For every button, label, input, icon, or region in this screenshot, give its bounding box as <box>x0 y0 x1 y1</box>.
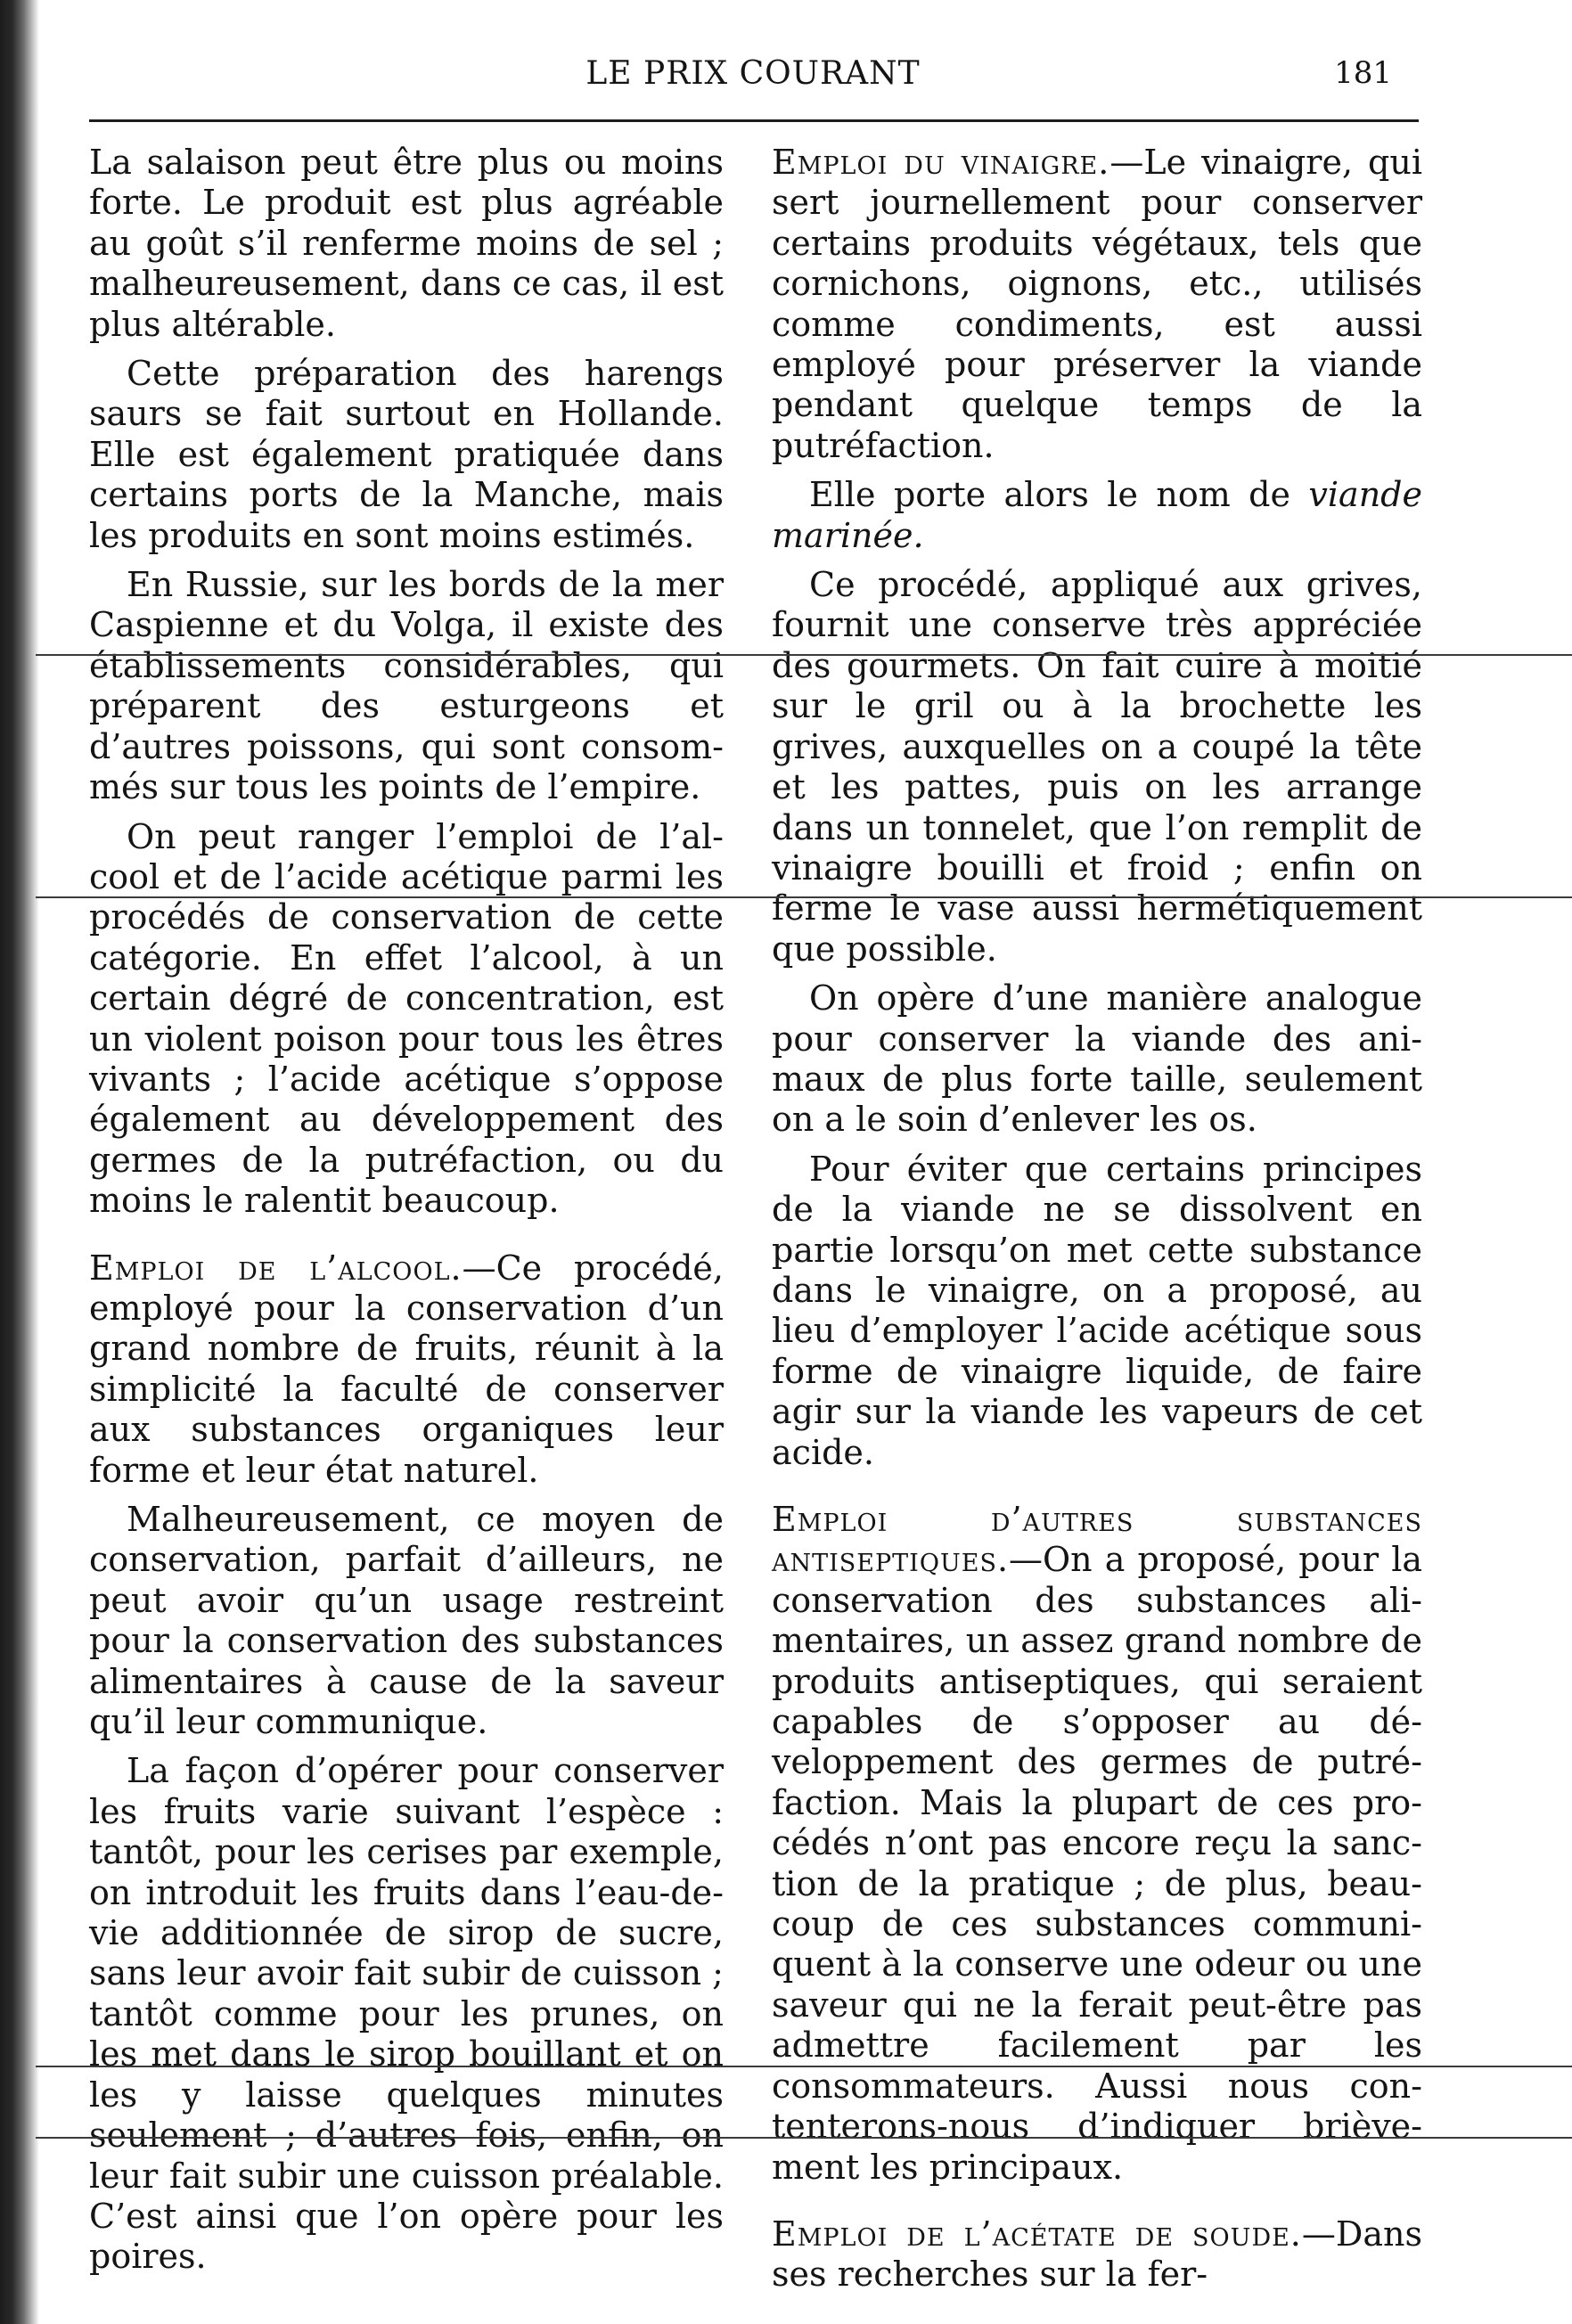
section-paragraph <box>772 2214 1422 2295</box>
section-text: —Dans ses recherches sur la fer- <box>772 2214 1422 2295</box>
scan-artifact-line <box>36 2066 1572 2067</box>
paragraph: On opère d’une manière analogue pour conserver la viande des animaux de plus forte taille, seulement on a le soin d’enlever les os. <box>772 978 1422 1140</box>
section-heading: Emploi de l’acétate de soude. <box>772 2214 1302 2254</box>
page-number: 181 <box>1334 55 1392 91</box>
section-paragraph <box>89 1248 724 1491</box>
paragraph: Malheureusement, ce moyen de conservation, parfait d’ailleurs, ne peut avoir qu’un usage restreint pour la conservation des substances alimentaires à cause de la saveur qu’il leur communique. <box>89 1500 724 1742</box>
left-column <box>89 143 724 2287</box>
italic-term: viande marinée. <box>772 475 1422 555</box>
section-heading: Emploi du vinaigre. <box>772 143 1110 182</box>
paragraph <box>772 475 1422 556</box>
running-header <box>89 55 1417 109</box>
scan-artifact-line <box>36 896 1572 898</box>
running-title: LE PRIX COURANT <box>585 55 921 92</box>
paragraph: Pour éviter que certains principes de la viande ne se dissolvent en partie lorsqu’on met cette substance dans le vinaigre, on a proposé, au lieu d’employer l’acide acétique sous forme de vinaigre liquide, de faire agir sur la viande les vapeurs de cet acide. <box>772 1149 1422 1472</box>
paragraph: La façon d’opérer pour conserver les fruits varie suivant l’espèce : tantôt, pour les cerises par exemple, on introduit les fruits dans l’eau-de-vie additionnée de sirop de sucre, sans leur avoir fait subir de cuisson ; tantôt comme pour les prunes, on les met dans le sirop bouillant et on les y laisse quelques minutes seulement ; d’autres fois, enfin, on leur fait subir une cuisson préalable. C’est ainsi que l’on opère pour les poires. <box>89 1751 724 2277</box>
paragraph: On peut ranger l’emploi de l’alcool et de l’acide acétique parmi les procédés de conservation de cette catégorie. En effet l’alcool, à un certain dégré de concentration, est un violent poison pour tous les êtres vivants ; l’acide acétique s’oppose également au développement des germes de la putréfaction, ou du moins le ralentit beaucoup. <box>89 816 724 1221</box>
scan-artifact-line <box>36 2137 1572 2139</box>
section-heading: Emploi de l’alcool. <box>89 1248 463 1288</box>
paragraph: En Russie, sur les bords de la mer Caspienne et du Volga, il existe des établissements considérables, qui préparent des esturgeons et d’autres poissons, qui sont consommés sur tous les points de l’empire. <box>89 565 724 807</box>
scan-artifact-line <box>36 654 1572 656</box>
section-text: —Le vinaigre, qui sert journellement pour conserver certains produits végétaux, tels que cornichons, oignons, etc., utilisés comme condiments, est aussi employé pour préserver la viande pendant quelque temps de la putréfaction. <box>772 143 1422 465</box>
page-binding-edge <box>0 0 39 2324</box>
paragraph-text: Elle porte alors le nom de <box>809 475 1290 515</box>
paragraph: Cette préparation des harengs saurs se fait surtout en Hollande. Elle est également pratiquée dans certains ports de la Manche, mais les produits en sont moins estimés. <box>89 354 724 555</box>
right-column <box>772 143 1422 2304</box>
paragraph: Ce procédé, appliqué aux grives, fournit une conserve très appréciée des gourmets. On fait cuire à moitié sur le gril ou à la brochette les grives, auxquelles on a coupé la tête et les pattes, puis on les arrange dans un tonnelet, que l’on remplit de vinaigre bouilli et froid ; enfin on ferme le vase aussi hermétiquement que possible. <box>772 565 1422 969</box>
section-text: —Ce procédé, employé pour la conservation d’un grand nombre de fruits, réunit à la simplicité la faculté de conserver aux substances organiques leur forme et leur état naturel. <box>89 1248 724 1490</box>
section-text: —On a proposé, pour la conservation des substances alimentaires, un assez grand nombre de produits antiseptiques, qui seraient capables de s’opposer au développement des germes de putréfaction. Mais la plupart de ces procédés n’ont pas encore reçu la sanction de la pratique ; de plus, beaucoup de ces substances communiquent à la conserve une odeur ou une saveur qui ne la ferait peut-être pas admettre facilement par les consommateurs. Aussi nous contenterons-nous d’indiquer brièvement les principaux. <box>772 1540 1422 2187</box>
header-rule <box>89 119 1419 122</box>
section-paragraph <box>772 1500 1422 2188</box>
section-paragraph <box>772 143 1422 466</box>
paragraph: La salaison peut être plus ou moins forte. Le produit est plus agréable au goût s’il renferme moins de sel ; malheureusement, dans ce cas, il est plus altérable. <box>89 143 724 344</box>
section-heading: Emploi d’autres substances antiseptiques. <box>772 1500 1422 1580</box>
